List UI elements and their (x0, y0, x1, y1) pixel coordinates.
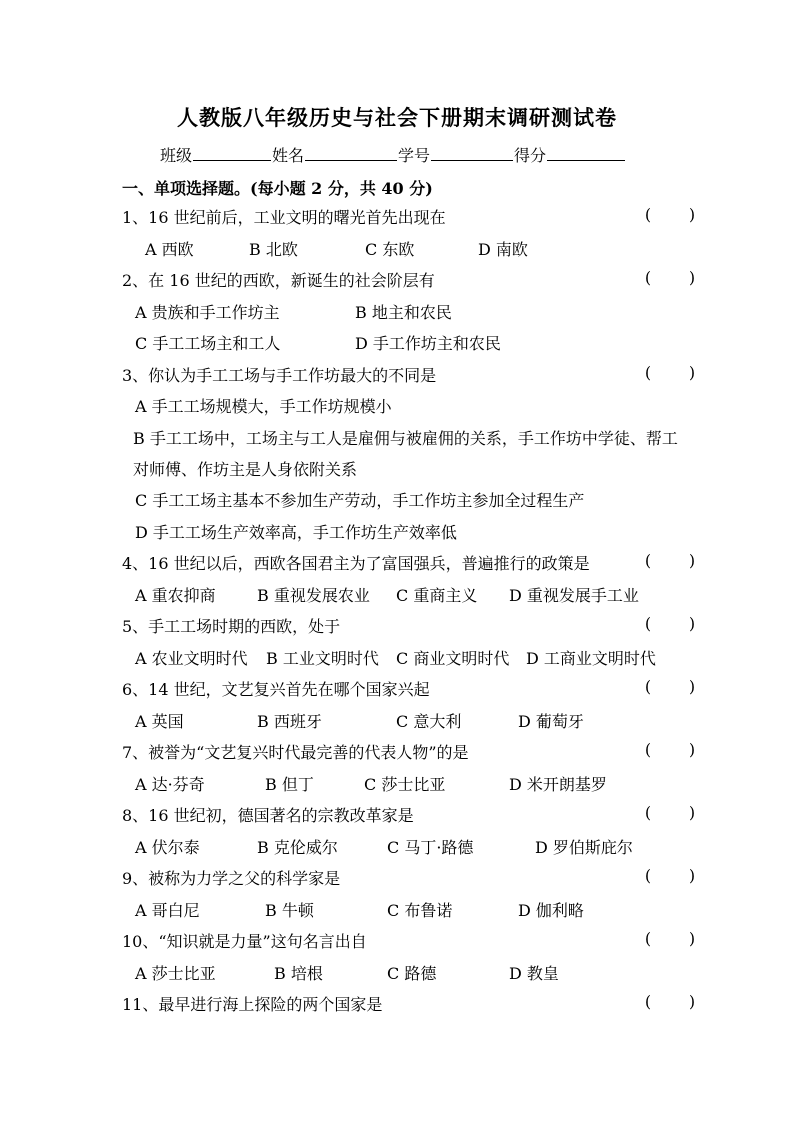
option-b: B 重视发展农业 (257, 586, 370, 605)
answer-parentheses[interactable]: ( ) (644, 614, 696, 633)
option-c: C 商业文明时代 (396, 649, 510, 668)
option-d: D 葡萄牙 (518, 712, 584, 731)
question-stem: 6、14 世纪，文艺复兴首先在哪个国家兴起 (122, 680, 430, 699)
option-c: C 路德 (387, 964, 437, 983)
question-stem: 10、“知识就是力量”这句名言出自 (122, 932, 367, 951)
question-stem: 8、16 世纪初，德国著名的宗教改革家是 (122, 806, 414, 825)
option-d: D 罗伯斯庇尔 (535, 838, 633, 857)
class-label: 班级 (160, 146, 193, 165)
option-c: C 莎士比亚 (364, 775, 446, 794)
answer-parentheses[interactable]: ( ) (644, 992, 696, 1011)
question-stem: 1、16 世纪前后，工业文明的曙光首先出现在 (122, 208, 446, 227)
answer-parentheses[interactable]: ( ) (644, 803, 696, 822)
option-b: B 手工工场中，工场主与工人是雇佣与被雇佣的关系，手工作坊中学徒、帮工 (133, 429, 678, 448)
option-a: A 农业文明时代 (135, 649, 248, 668)
question-stem: 2、在 16 世纪的西欧，新诞生的社会阶层有 (122, 271, 435, 290)
answer-parentheses[interactable]: ( ) (644, 363, 696, 382)
option-a: A 伏尔泰 (135, 838, 200, 857)
question-stem: 9、被称为力学之父的科学家是 (122, 869, 341, 888)
question-stem: 7、被誉为“文艺复兴时代最完善的代表人物”的是 (122, 743, 469, 762)
option-d: D 教皇 (509, 964, 559, 983)
option-c: C 意大利 (396, 712, 462, 731)
option-a: A 西欧 (145, 240, 194, 259)
name-blank[interactable] (305, 144, 397, 161)
answer-parentheses[interactable]: ( ) (644, 929, 696, 948)
option-b: B 北欧 (249, 240, 298, 259)
question-stem: 11、最早进行海上探险的两个国家是 (122, 995, 383, 1014)
option-b: B 地主和农民 (355, 303, 452, 322)
option-b: B 牛顿 (265, 901, 314, 920)
question-stem: 5、手工工场时期的西欧，处于 (122, 617, 341, 636)
answer-parentheses[interactable]: ( ) (644, 677, 696, 696)
section-heading: 一、单项选择题。(每小题 2 分，共 40 分) (122, 179, 433, 198)
option-c: C 马丁·路德 (387, 838, 474, 857)
option-c: C 手工工场主和工人 (135, 334, 281, 353)
option-d: D 伽利略 (518, 901, 584, 920)
option-d: D 手工作坊主和农民 (355, 334, 501, 353)
answer-parentheses[interactable]: ( ) (644, 740, 696, 759)
option-b: B 工业文明时代 (266, 649, 379, 668)
option-d: D 重视发展手工业 (509, 586, 639, 605)
option-c: C 布鲁诺 (387, 901, 453, 920)
option-b: B 西班牙 (257, 712, 322, 731)
option-a: A 英国 (135, 712, 184, 731)
option-c: C 手工工场主基本不参加生产劳动，手工作坊主参加全过程生产 (135, 491, 585, 510)
class-blank[interactable] (193, 144, 271, 161)
option-b-continued: 对师傅、作坊主是人身依附关系 (133, 460, 358, 479)
option-a: A 莎士比亚 (135, 964, 216, 983)
student-id-blank[interactable] (431, 144, 513, 161)
question-stem: 4、16 世纪以后，西欧各国君主为了富国强兵，普遍推行的政策是 (122, 554, 590, 573)
option-d: D 南欧 (478, 240, 528, 259)
option-a: A 贵族和手工作坊主 (135, 303, 280, 322)
option-d: D 手工工场生产效率高，手工作坊生产效率低 (135, 523, 457, 542)
answer-parentheses[interactable]: ( ) (644, 551, 696, 570)
option-d: D 工商业文明时代 (526, 649, 656, 668)
name-label: 姓名 (272, 146, 305, 165)
option-a: A 重农抑商 (135, 586, 216, 605)
answer-parentheses[interactable]: ( ) (644, 205, 696, 224)
option-d: D 米开朗基罗 (509, 775, 607, 794)
option-c: C 东欧 (365, 240, 415, 259)
option-c: C 重商主义 (396, 586, 478, 605)
student-info-line (160, 143, 626, 166)
student-id-label: 学号 (398, 146, 431, 165)
answer-parentheses[interactable]: ( ) (644, 268, 696, 287)
score-blank[interactable] (547, 144, 625, 161)
option-a: A 哥白尼 (135, 901, 200, 920)
question-stem: 3、你认为手工工场与手工作坊最大的不同是 (122, 366, 437, 385)
score-label: 得分 (514, 146, 547, 165)
exam-title: 人教版八年级历史与社会下册期末调研测试卷 (177, 105, 617, 130)
option-b: B 培根 (274, 964, 323, 983)
option-b: B 克伦威尔 (257, 838, 338, 857)
option-b: B 但丁 (265, 775, 314, 794)
option-a: A 达·芬奇 (135, 775, 205, 794)
option-a: A 手工工场规模大，手工作坊规模小 (135, 397, 392, 416)
answer-parentheses[interactable]: ( ) (644, 866, 696, 885)
